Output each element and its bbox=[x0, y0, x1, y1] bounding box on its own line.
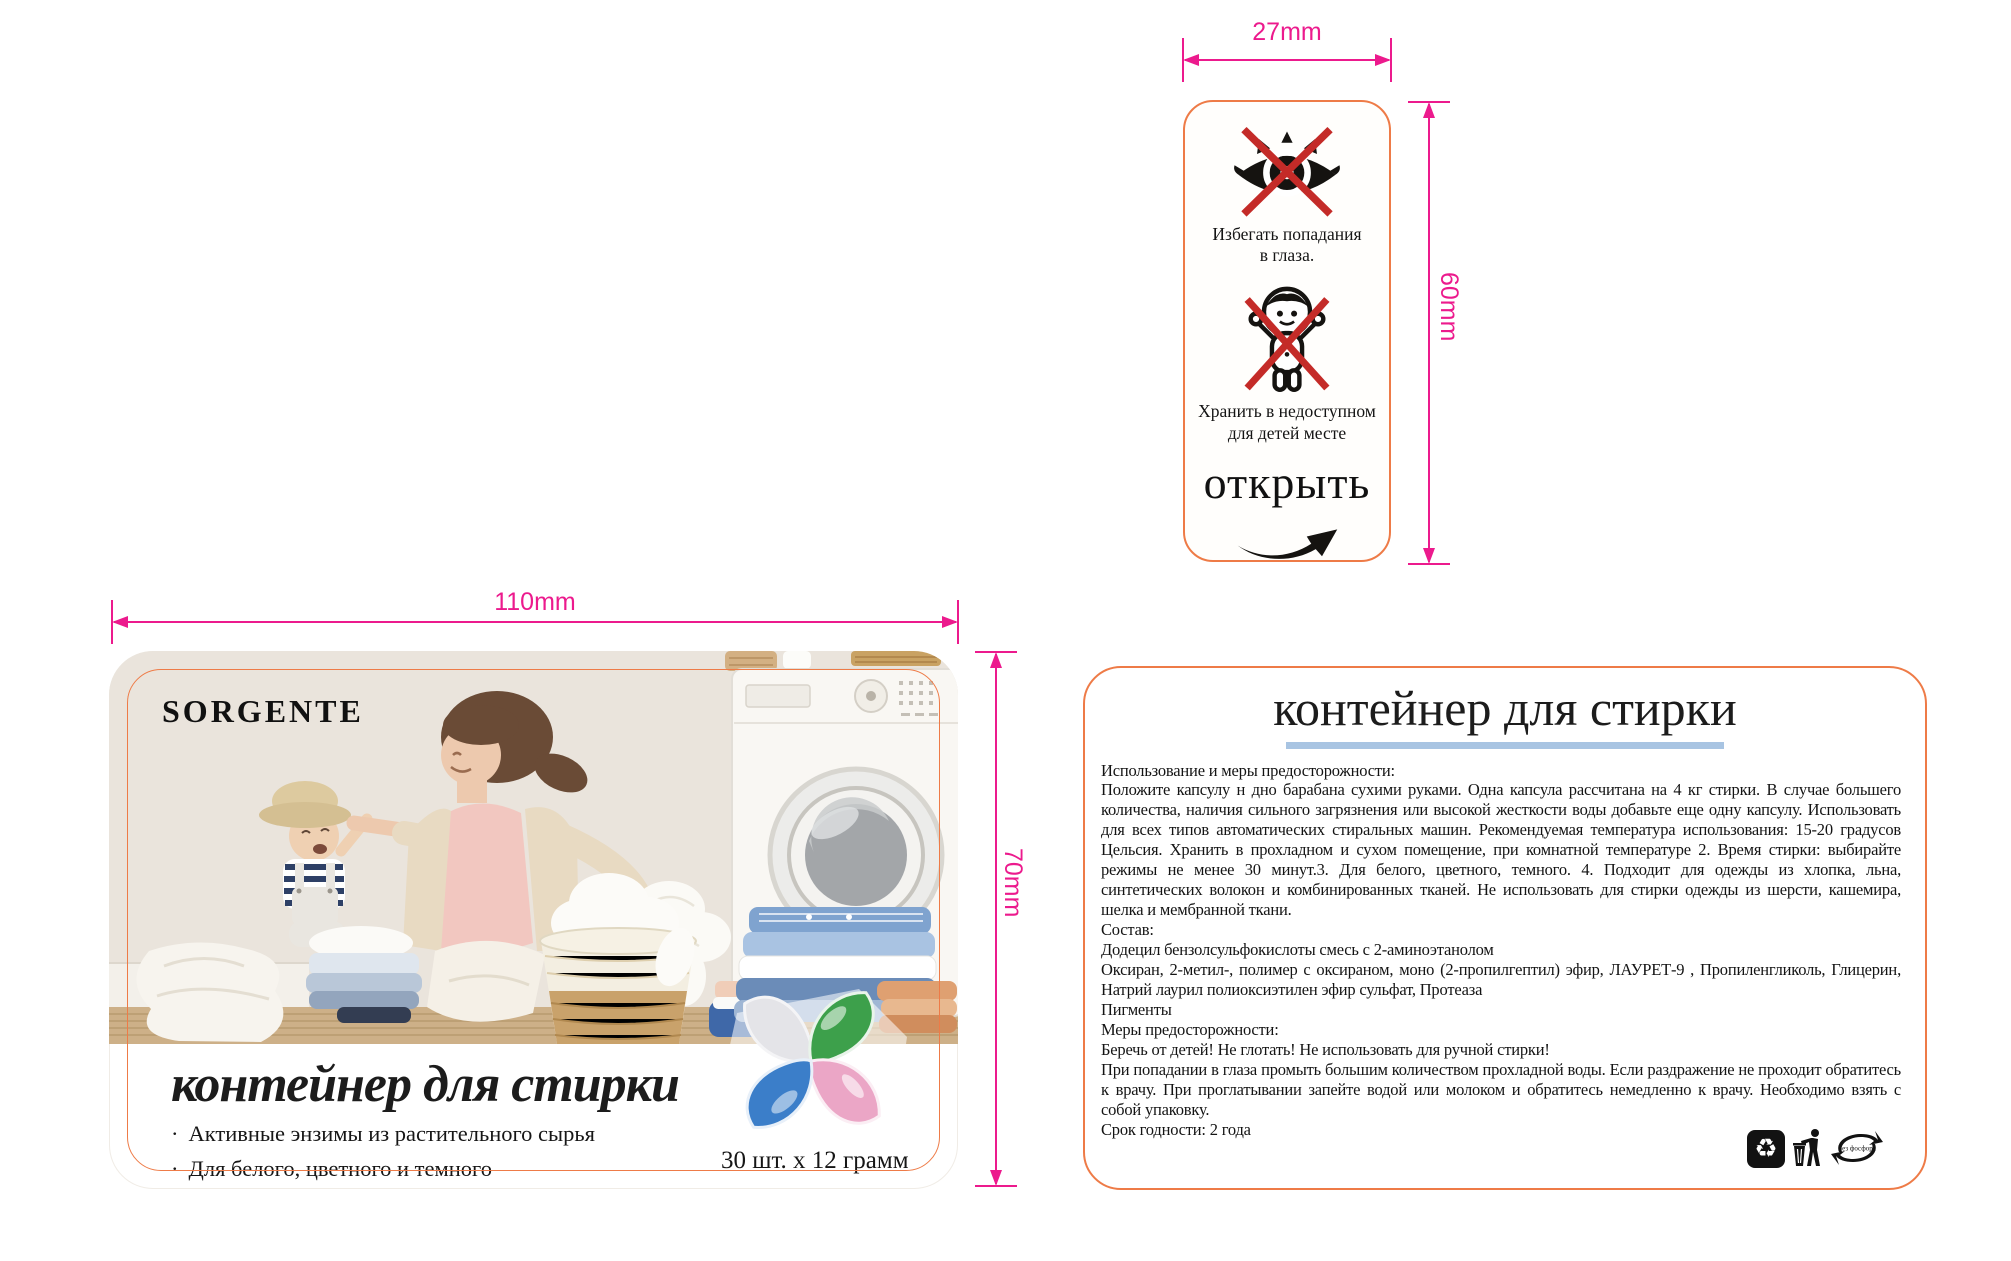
keep-away-from-children-icon bbox=[1235, 280, 1339, 395]
phosphate-free-text: Без фосфора bbox=[1838, 1144, 1876, 1153]
tidyman-icon bbox=[1792, 1128, 1824, 1168]
instructions-label bbox=[1083, 666, 1927, 1190]
feature-list bbox=[171, 1121, 595, 1189]
composition-line: Пигменты bbox=[1101, 999, 1172, 1019]
eye-warning-line2: в глаза. bbox=[1259, 244, 1315, 265]
recycle-icon bbox=[1747, 1130, 1785, 1168]
open-label: открыть bbox=[1203, 457, 1371, 509]
children-warning-line1: Хранить в недоступном bbox=[1198, 401, 1376, 422]
instructions-title: контейнер для стирки bbox=[1273, 680, 1737, 736]
pack-count: 30 шт. x 12 грамм bbox=[721, 1147, 909, 1174]
composition-line: Додецил бензолсульфокислоты смесь с 2-аминоэтанолом bbox=[1101, 940, 1494, 960]
photo-towel-stack bbox=[306, 926, 422, 1023]
precautions-line: Беречь от детей! Не глотать! Не использовать для ручной стирки! bbox=[1101, 1039, 1550, 1059]
precautions-text: При попадании в глаза промыть большим количеством прохладной воды. Если раздражение не проходит обратитесь к врачу. При проглатывании запейте водой или молоком и обратитесь немедленно к врачу. Необходимо взять с собой упаковку. bbox=[1101, 1059, 1901, 1119]
dim-label-110mm: 110mm bbox=[494, 588, 576, 616]
detergent-capsule-image bbox=[709, 979, 914, 1141]
open-direction-arrow-icon bbox=[1226, 515, 1348, 560]
eye-warning-line1: Избегать попадания bbox=[1212, 223, 1362, 244]
children-warning-text bbox=[1198, 401, 1376, 444]
composition-line: Оксиран, 2-метил-, полимер с оксираном, моно (2-пропилгептил) эфир, ЛАУРЕТ-9 , Пропиленгликоль, Глицерин, Натрий лаурил полиоксиэтилен эфир сульфат, Протеаза bbox=[1101, 960, 1901, 999]
feature-item: · Активные энзимы из растительного сырья bbox=[171, 1121, 595, 1147]
dim-line-110mm bbox=[100, 598, 972, 646]
dim-label-27mm: 27mm bbox=[1252, 18, 1322, 46]
safety-label bbox=[1183, 100, 1391, 562]
dim-label-60mm: 60mm bbox=[1435, 272, 1463, 342]
feature-item: · Для белого, цветного и темного bbox=[171, 1156, 595, 1182]
main-product-label bbox=[109, 651, 958, 1189]
eco-icons-row bbox=[1747, 1128, 1883, 1168]
title-underline bbox=[1286, 742, 1724, 749]
dim-line-27mm bbox=[1171, 36, 1403, 84]
dim-line-70mm bbox=[973, 644, 1019, 1194]
shelf-life: Срок годности: 2 года bbox=[1101, 1119, 1251, 1139]
precautions-heading: Меры предосторожности: bbox=[1101, 1019, 1279, 1039]
instructions-text bbox=[1101, 761, 1901, 1140]
no-eye-contact-icon bbox=[1228, 124, 1346, 218]
brand-name: SORGENTE bbox=[162, 693, 364, 729]
product-title: контейнер для стирки bbox=[171, 1056, 679, 1113]
usage-heading: Использование и меры предосторожности: bbox=[1101, 760, 1395, 780]
phosphate-free-icon bbox=[1831, 1128, 1883, 1168]
children-warning-line2: для детей месте bbox=[1227, 422, 1347, 443]
dim-label-70mm: 70mm bbox=[999, 848, 1027, 918]
eye-warning-text bbox=[1212, 224, 1361, 267]
usage-text: Положите капсулу н дно барабана сухими руками. Одна капсула рассчитана на 4 кг стирки. В случае большего количества, наличия сильного загрязнения или высокой жесткости воды добавьте еще одну капсулу. Использовать для всех типов автоматических стиральных машин. Рекомендуемая температура использования: 15-20 градусов Цельсия. Хранить в прохладном и сухом помещение, при комнатной температуре 2. Время стирки: выбирайте режимы не менее 30 минут.3. Для белого, цветного, темного. 4. Подходит для одежды из хлопка, льна, синтетических волокон и комбинированных тканей. Не использовать для стирки одежды из шерсти, кашемира, шелка и мембранной ткани. bbox=[1101, 780, 1901, 920]
composition-heading: Состав: bbox=[1101, 920, 1154, 940]
recycle-glyph: ♻ bbox=[1754, 1134, 1778, 1164]
